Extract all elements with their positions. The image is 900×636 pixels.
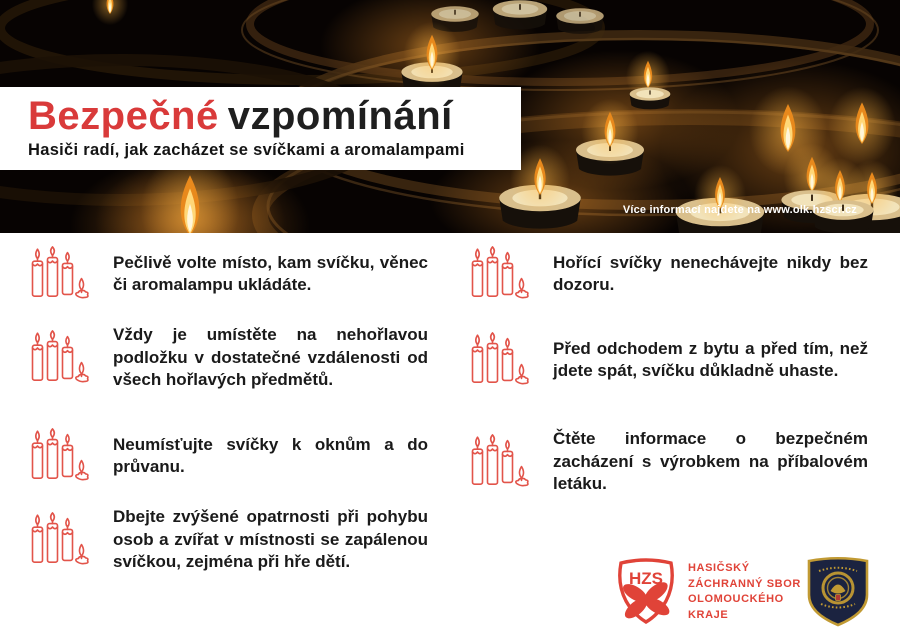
title-highlight: Bezpečné bbox=[28, 94, 219, 138]
tip-item bbox=[468, 332, 868, 388]
tip-text: Dbejte zvýšené opatrnosti při pohybu osob a zvířat v místnosti se zapálenou svíčkou, zejména při hře dětí. bbox=[113, 507, 428, 571]
tip-text: Pečlivě volte místo, kam svíčku, věnec či aromalampu ukládáte. bbox=[113, 252, 428, 294]
org-line: OLOMOUCKÉHO bbox=[688, 593, 784, 605]
title-card bbox=[0, 87, 521, 170]
candles-icon bbox=[28, 246, 92, 302]
subtitle: Hasiči radí, jak zacházet se svíčkami a aromalampami bbox=[28, 141, 465, 159]
title-rest: vzpomínání bbox=[227, 94, 453, 138]
tip-item bbox=[468, 428, 868, 496]
tip-text: Hořící svíčky nenechávejte nikdy bez dozoru. bbox=[553, 252, 868, 294]
organization-name bbox=[688, 561, 801, 623]
more-info-text: Více informací najdete na www.olk.hzscr.cz bbox=[622, 204, 857, 216]
hzscr-badge-icon bbox=[805, 555, 871, 627]
org-line: ZÁCHRANNÝ SBOR bbox=[688, 577, 801, 590]
tip-text: Čtěte informace o bezpečném zacházení s výrobkem na příbalovém letáku. bbox=[553, 429, 868, 493]
tip-text: Vždy je umístěte na nehořlavou podložku v dostatečné vzdálenosti od všech hořlavých předmětů. bbox=[113, 325, 428, 389]
tip-text: Před odchodem z bytu a před tím, než jdete spát, svíčku důkladně uhaste. bbox=[553, 338, 868, 380]
candles-icon bbox=[468, 332, 532, 388]
candles-icon bbox=[468, 434, 532, 490]
candles-icon bbox=[28, 330, 92, 386]
org-line: KRAJE bbox=[688, 608, 729, 621]
org-line: HASIČSKÝ bbox=[688, 562, 750, 574]
page-title bbox=[28, 94, 521, 138]
candles-icon bbox=[28, 428, 92, 484]
tip-item bbox=[28, 324, 428, 392]
footer bbox=[0, 550, 900, 636]
candles-photo bbox=[0, 0, 900, 233]
tip-item bbox=[28, 246, 428, 302]
hzs-logo-icon bbox=[610, 554, 682, 626]
tip-text: Neumísťujte svíčky k oknům a do průvanu. bbox=[113, 434, 428, 476]
tip-item bbox=[468, 246, 868, 302]
tip-item bbox=[28, 428, 428, 484]
candles-icon bbox=[468, 246, 532, 302]
